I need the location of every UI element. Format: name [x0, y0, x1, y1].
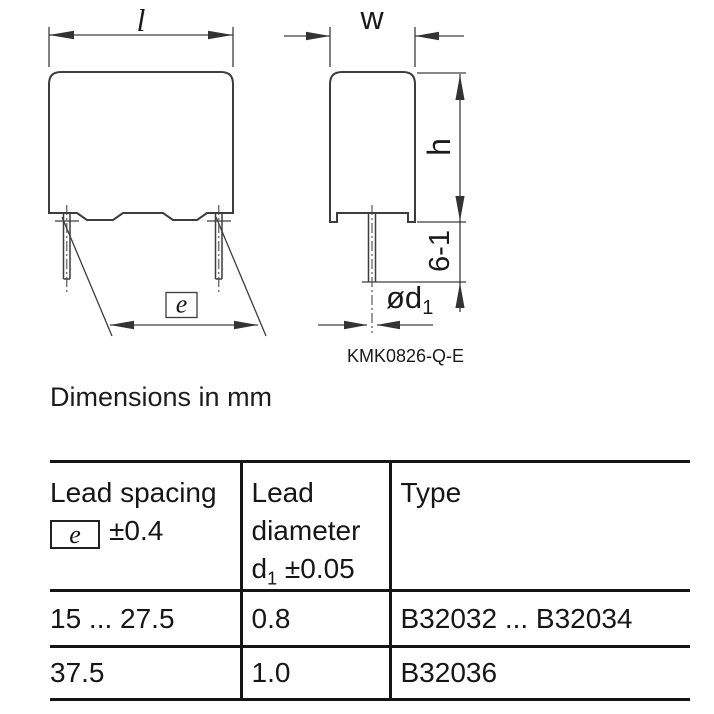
arrowhead-right-inward: [306, 32, 330, 41]
drawing-code: KMK0826-Q-E: [347, 346, 465, 366]
cell-type: B32032 ... B32034: [390, 591, 690, 647]
arrowhead-down: [455, 196, 464, 221]
cell-lead-diameter: 1.0: [241, 647, 390, 700]
lead-diameter-dimension: [318, 280, 433, 329]
arrowhead-up: [455, 75, 464, 100]
front-view-leads: [55, 205, 231, 294]
lead-spacing-dimension: [62, 217, 266, 336]
table-header-row: [50, 462, 690, 591]
lead-diameter-label: ød1: [386, 280, 434, 319]
length-dimension: [49, 2, 233, 67]
lead-spacing-label: e: [175, 289, 188, 319]
cell-lead-spacing: 15 ... 27.5: [50, 591, 241, 647]
width-label: w: [360, 0, 384, 36]
projection-lines: [62, 217, 266, 336]
header-lead-spacing-text: Lead spacing: [50, 477, 217, 508]
table-row: [50, 591, 690, 647]
header-lead-diameter: [241, 462, 390, 591]
side-view-lead: [369, 205, 376, 333]
arrowhead-left: [49, 31, 74, 40]
caption-dimensions-in-mm: Dimensions in mm: [50, 382, 273, 412]
table-row: [50, 647, 690, 700]
length-label: l: [136, 2, 146, 38]
lead-diameter-symbol-subscript: 1: [267, 568, 278, 589]
lead-diameter-tolerance: ±0.05: [284, 553, 355, 584]
arrowhead-right: [234, 321, 258, 330]
header-lead-diameter-line1: Lead: [251, 477, 314, 508]
arrowhead-left-inward: [415, 32, 439, 41]
side-view-body: [330, 72, 415, 222]
lead-spacing-tolerance: ±0.4: [109, 515, 164, 546]
arrowhead-left: [110, 321, 134, 330]
cell-lead-spacing: 37.5: [50, 647, 241, 700]
header-lead-diameter-line2: diameter: [251, 515, 361, 546]
header-type: Type: [390, 462, 690, 591]
width-dimension: [284, 0, 464, 67]
height-label: h: [421, 138, 457, 156]
cell-lead-diameter: 0.8: [241, 591, 390, 647]
front-view-body: [49, 72, 233, 220]
arrowhead-right-inward: [344, 321, 368, 330]
lead-length-label: 6-1: [424, 230, 456, 272]
arrowhead-left-inward: [377, 321, 401, 330]
front-view: [49, 2, 266, 336]
e-symbol-box: e: [50, 520, 100, 549]
side-view: [284, 0, 466, 333]
arrowhead-up-outside: [455, 283, 464, 308]
lead-diameter-symbol: d: [251, 553, 268, 584]
cell-type: B32036: [400, 657, 498, 688]
arrowhead-right: [208, 31, 233, 40]
header-lead-spacing: [50, 462, 241, 591]
dimensions-table: [50, 460, 690, 701]
